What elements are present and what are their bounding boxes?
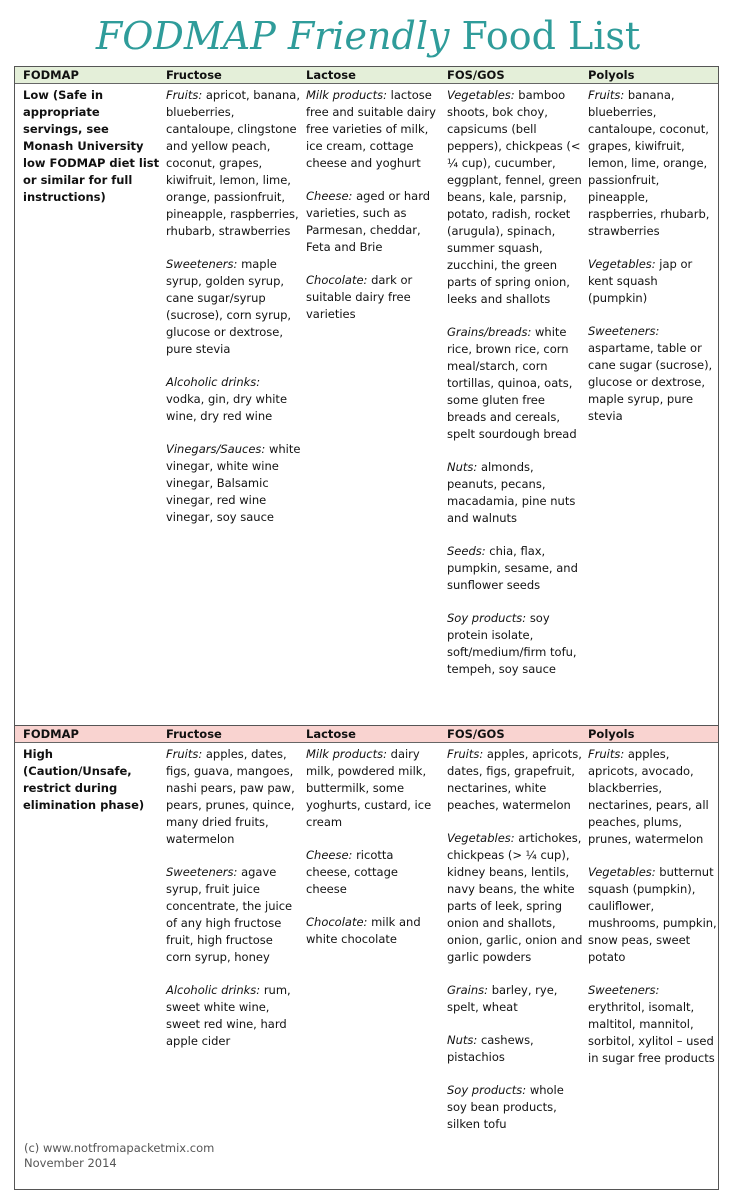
food-category: Fruits: [588,88,625,102]
food-items: bamboo shoots, bok choy, capsicums (bell peppers), chickpeas (< ¼ cup), cucumber, eggplant, fennel, green beans, kale, parsnip, potato, radish, rocket (arugula), spinach, summer squash, zucchini, the green parts of spring onion, leeks and shallots [447,88,582,306]
food-category: Fruits: [166,88,203,102]
food-entry [306,87,441,172]
food-entry [306,746,441,831]
header-fosgos: FOS/GOS [447,68,505,82]
food-category: Sweeteners: [588,324,660,338]
low-label-cell [23,87,163,206]
food-entry [447,459,583,527]
food-items: dark or suitable dairy free varieties [306,273,413,321]
low-header-row [15,67,718,84]
high-fosgos-cell [447,746,583,1133]
food-entry [447,982,583,1016]
food-entry [447,1032,583,1066]
food-items: dairy milk, powdered milk, buttermilk, some yoghurts, custard, ice cream [306,747,432,829]
low-fructose-cell [166,87,301,526]
food-category: Fruits: [447,747,484,761]
food-items: ricotta cheese, cottage cheese [306,848,398,896]
food-entry [588,864,717,966]
food-entry [166,864,301,966]
title-italic: FODMAP Friendly [95,14,450,58]
high-fructose-cell [166,746,301,1050]
food-entry [306,188,441,256]
low-fodmap-table [14,66,719,726]
header-fructose: Fructose [166,68,222,82]
food-items: cashews, pistachios [447,1033,534,1064]
food-items: barley, rye, spelt, wheat [447,983,558,1014]
header-fodmap: FODMAP [23,727,79,741]
food-category: Sweeteners: [166,257,238,271]
food-entry [588,746,717,848]
food-category: Vegetables: [588,257,656,271]
food-items: aged or hard varieties, such as Parmesan, cheddar, Feta and Brie [306,189,431,254]
food-items: apples, apricots, avocado, blackberries, nectarines, pears, all peaches, plums, prunes, watermelon [588,747,709,846]
food-entry [306,914,441,948]
food-items: whole soy bean products, silken tofu [447,1083,564,1131]
high-header-row [15,726,718,743]
high-lactose-cell [306,746,441,948]
food-items: almonds, peanuts, pecans, macadamia, pine nuts and walnuts [447,460,576,525]
food-entry [447,746,583,814]
food-category: Vegetables: [447,831,515,845]
header-polyols: Polyols [588,68,635,82]
food-items: white vinegar, white wine vinegar, Balsamic vinegar, red wine vinegar, soy sauce [166,442,301,524]
food-category: Alcoholic drinks: [166,983,261,997]
low-label: Low (Safe in appropriate servings, see Monash University low FODMAP diet list or similar for full instructions) [23,88,160,204]
food-items: agave syrup, fruit juice concentrate, the juice of any high fructose fruit, high fructose corn syrup, honey [166,865,293,964]
food-entry [166,374,301,425]
food-items: vodka, gin, dry white wine, dry red wine [166,392,288,423]
food-category: Seeds: [447,544,486,558]
high-label: High (Caution/Unsafe, restrict during elimination phase) [23,747,145,812]
footer-source: (c) www.notfromapacketmix.com [24,1141,215,1155]
food-items: apricot, banana, blueberries, cantaloupe, clingstone and yellow peach, coconut, grapes, kiwifruit, lemon, lime, orange, passionfruit, pineapple, raspberries, rhubarb, strawberries [166,88,300,238]
food-items: soy protein isolate, soft/medium/firm tofu, tempeh, soy sauce [447,611,577,676]
food-category: Cheese: [306,189,353,203]
header-fodmap: FODMAP [23,68,79,82]
footer-date: November 2014 [24,1156,117,1170]
food-category: Nuts: [447,1033,478,1047]
food-category: Soy products: [447,1083,527,1097]
food-items: milk and white chocolate [306,915,421,946]
food-entry [166,87,301,240]
food-category: Milk products: [306,88,387,102]
header-lactose: Lactose [306,727,356,741]
food-entry [447,830,583,966]
page-title [0,14,736,58]
high-polyols-cell [588,746,717,1067]
food-category: Sweeteners: [588,983,660,997]
food-category: Vinegars/Sauces: [166,442,266,456]
food-category: Fruits: [588,747,625,761]
title-rest: Food List [461,14,641,58]
food-category: Vegetables: [447,88,515,102]
food-items: white rice, brown rice, corn meal/starch, corn tortillas, quinoa, oats, some gluten free breads and cereals, spelt sourdough bread [447,325,577,441]
food-entry [166,746,301,848]
food-items: apples, apricots, dates, figs, grapefruit, nectarines, white peaches, watermelon [447,747,582,812]
food-category: Alcoholic drinks: [166,375,261,389]
food-category: Cheese: [306,848,353,862]
food-entry [447,610,583,678]
food-category: Chocolate: [306,915,368,929]
food-items: jap or kent squash (pumpkin) [588,257,693,305]
food-category: Grains: [447,983,489,997]
food-entry [447,87,583,308]
food-entry [588,982,717,1067]
food-items: aspartame, table or cane sugar (sucrose), glucose or dextrose, maple syrup, pure stevia [588,341,713,423]
food-category: Fruits: [166,747,203,761]
food-items: butternut squash (pumpkin), cauliflower, mushrooms, pumpkin, snow peas, sweet potato [588,865,717,964]
high-label-cell [23,746,163,814]
low-polyols-cell [588,87,717,425]
food-entry [306,847,441,898]
food-items: chia, flax, pumpkin, sesame, and sunflower seeds [447,544,578,592]
food-entry [447,1082,583,1133]
food-category: Sweeteners: [166,865,238,879]
low-fosgos-cell [447,87,583,678]
header-fructose: Fructose [166,727,222,741]
low-lactose-cell [306,87,441,323]
header-fosgos: FOS/GOS [447,727,505,741]
header-lactose: Lactose [306,68,356,82]
food-category: Chocolate: [306,273,368,287]
food-entry [447,324,583,443]
high-fodmap-table [14,725,719,1190]
footer [24,1141,214,1171]
header-polyols: Polyols [588,727,635,741]
food-items: banana, blueberries, cantaloupe, coconut, grapes, kiwifruit, lemon, lime, orange, passionfruit, pineapple, raspberries, rhubarb, strawberries [588,88,710,238]
food-items: rum, sweet white wine, sweet red wine, hard apple cider [166,983,291,1048]
food-category: Milk products: [306,747,387,761]
food-entry [306,272,441,323]
food-items: erythritol, isomalt, maltitol, mannitol, sorbitol, xylitol – used in sugar free products [588,1000,715,1065]
food-entry [166,441,301,526]
food-category: Soy products: [447,611,527,625]
food-entry [447,543,583,594]
food-entry [166,256,301,358]
food-entry [166,982,301,1050]
food-entry [588,323,717,425]
food-items: lactose free and suitable dairy free varieties of milk, ice cream, cottage cheese and yoghurt [306,88,436,170]
food-items: apples, dates, figs, guava, mangoes, nashi pears, paw paw, pears, prunes, quince, many dried fruits, watermelon [166,747,295,846]
food-category: Grains/breads: [447,325,532,339]
food-entry [588,87,717,240]
food-entry [588,256,717,307]
food-items: artichokes, chickpeas (> ¼ cup), kidney beans, lentils, navy beans, the white parts of leek, spring onion and shallots, onion, garlic, onion and garlic powders [447,831,583,964]
food-category: Vegetables: [588,865,656,879]
food-category: Nuts: [447,460,478,474]
food-items: maple syrup, golden syrup, cane sugar/syrup (sucrose), corn syrup, glucose or dextrose, pure stevia [166,257,292,356]
